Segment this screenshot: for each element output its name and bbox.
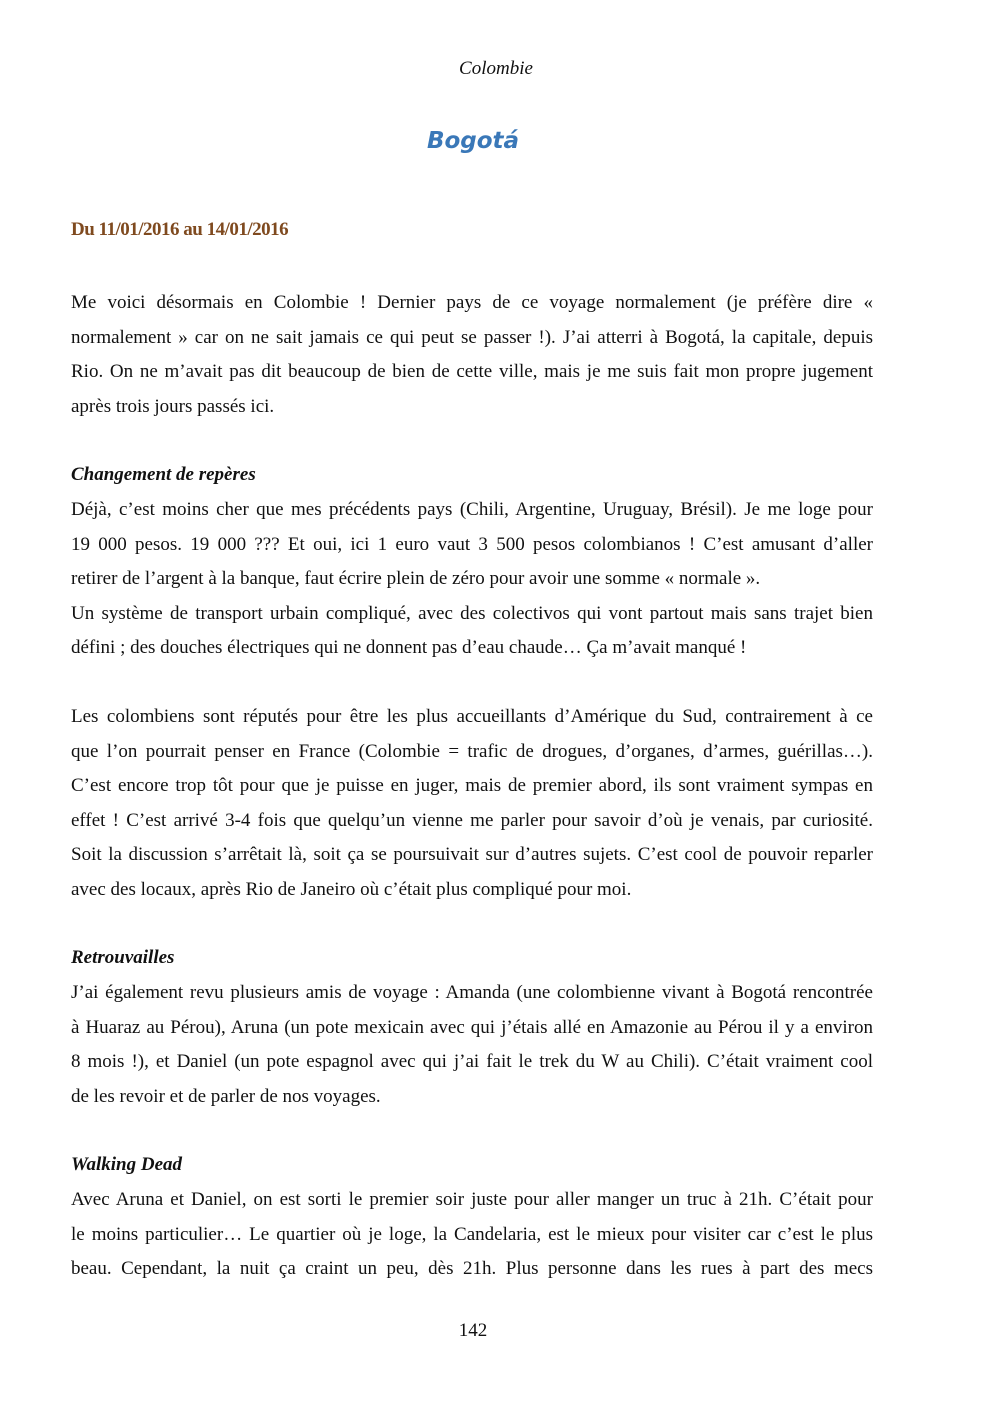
text-line: Me voici désormais en Colombie ! Dernier pays de ce voyage normalement (je préfère dire «: [71, 292, 873, 313]
text-line: C’est encore trop tôt pour que je puisse en juger, mais de premier abord, ils sont vraiment sympas en: [71, 775, 873, 796]
paragraph-retrouvailles: [71, 976, 873, 1114]
text-line: 19 000 pesos. 19 000 ??? Et oui, ici 1 euro vaut 3 500 pesos colombianos ! C’est amusant d’aller: [71, 533, 873, 555]
paragraph-colombiens: [71, 700, 873, 907]
text-line: beau. Cependant, la nuit ça craint un peu, dès 21h. Plus personne dans les rues à part des mecs: [71, 1258, 873, 1279]
date-range: Du 11/01/2016 au 14/01/2016: [71, 219, 289, 240]
text-line: Avec Aruna et Daniel, on est sorti le premier soir juste pour aller manger un truc à 21h. C’était pour: [71, 1189, 873, 1210]
paragraph-intro: [71, 286, 873, 424]
text-line: normalement » car on ne sait jamais ce qui peut se passer !). J’ai atterri à Bogotá, la capitale, depuis: [71, 326, 873, 348]
section-heading-retrouvailles: Retrouvailles: [71, 947, 175, 968]
text-line: Déjà, c’est moins cher que mes précédents pays (Chili, Argentine, Uruguay, Brésil). Je me loge pour: [71, 499, 873, 520]
text-line: à Huaraz au Pérou), Aruna (un pote mexicain avec qui j’étais allé en Amazonie au Pérou il y a environ: [71, 1016, 873, 1038]
text-line: que l’on pourrait penser en France (Colombie = trafic de drogues, d’organes, d’armes, guérillas…).: [71, 740, 873, 762]
text-line: après trois jours passés ici.: [71, 395, 275, 417]
text-line: défini ; des douches électriques qui ne donnent pas d’eau chaude… Ça m’avait manqué !: [71, 637, 747, 658]
text-line: effet ! C’est arrivé 3-4 fois que quelqu’un vienne me parler pour savoir d’où je venais, par curiosité.: [71, 809, 873, 831]
text-line: J’ai également revu plusieurs amis de voyage : Amanda (une colombienne vivant à Bogotá rencontrée: [71, 982, 873, 1003]
section-heading-changement: Changement de repères: [71, 464, 256, 485]
running-header: Colombie: [459, 58, 533, 79]
text-line: Rio. On ne m’avait pas dit beaucoup de bien de cette ville, mais je me suis fait mon propre jugement: [71, 361, 873, 382]
text-line: 8 mois !), et Daniel (un pote espagnol avec qui j’ai fait le trek du W au Chili). C’était vraiment cool: [71, 1051, 873, 1072]
section-heading-walking-dead: Walking Dead: [71, 1154, 183, 1175]
page-number: 142: [458, 1320, 488, 1341]
paragraph-walking-dead: [71, 1183, 873, 1287]
text-line: de les revoir et de parler de nos voyages.: [71, 1085, 381, 1107]
text-line: Soit la discussion s’arrêtait là, soit ça se poursuivait sur d’autres sujets. C’est cool de pouvoir reparler: [71, 844, 873, 865]
text-line: Les colombiens sont réputés pour être les plus accueillants d’Amérique du Sud, contrairement à ce: [71, 706, 873, 727]
page-title: Bogotá: [426, 128, 520, 154]
text-line: Un système de transport urbain compliqué, avec des colectivos qui vont partout mais sans trajet bien: [71, 602, 873, 624]
text-line: avec des locaux, après Rio de Janeiro où c’était plus compliqué pour moi.: [71, 878, 632, 900]
paragraph-changement: [71, 493, 873, 666]
text-line: le moins particulier… Le quartier où je loge, la Candelaria, est le mieux pour visiter car c’est le plus: [71, 1223, 873, 1245]
text-line: retirer de l’argent à la banque, faut écrire plein de zéro pour avoir une somme « normale ».: [71, 568, 761, 589]
